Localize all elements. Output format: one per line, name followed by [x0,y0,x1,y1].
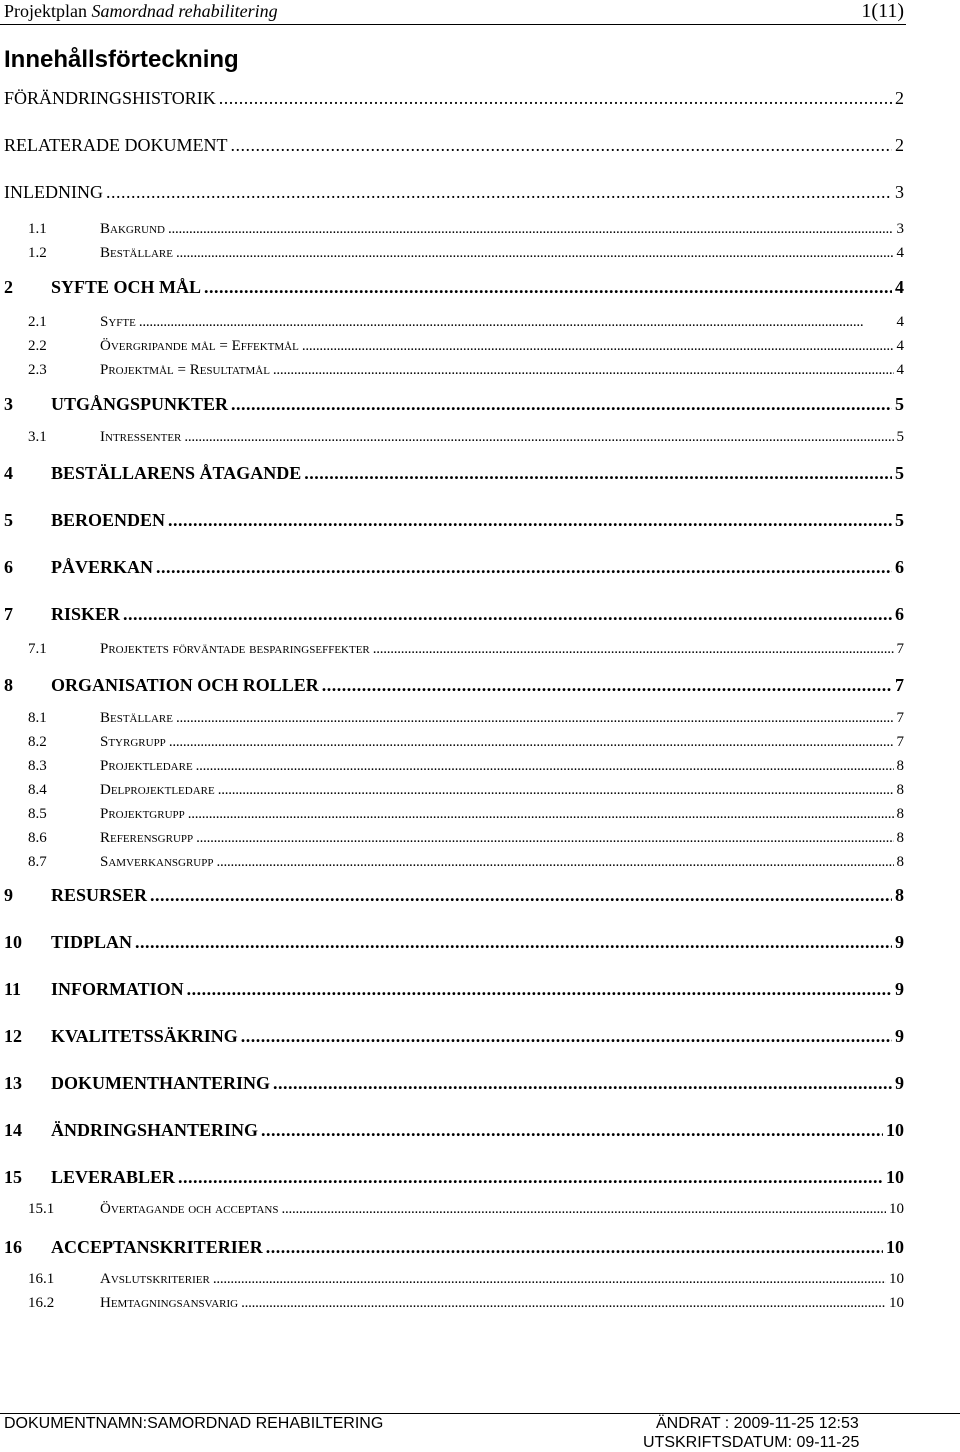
toc-entry-number: 11 [4,979,22,999]
toc-entry[interactable] [4,675,904,697]
toc-entry-title: Intressenter [100,429,182,445]
toc-entry[interactable] [4,806,904,828]
toc-entry-page: 10 [889,1201,904,1217]
toc-entry[interactable] [4,1295,904,1317]
footer-print-date: UTSKRIFTSDATUM: 09-11-25 [643,1434,860,1451]
toc-entry[interactable] [4,885,904,907]
toc-entry[interactable] [4,88,904,110]
toc-entry-page: 9 [895,979,904,999]
toc-entry-page: 5 [895,463,904,483]
toc-entry-number: 8.5 [28,806,47,822]
toc-leader-dots [241,1026,892,1047]
toc-entry-page: 8 [896,854,904,870]
toc-entry[interactable] [4,463,904,485]
toc-entry-title: RESURSER [51,885,148,905]
toc-entry-page: 3 [896,221,904,237]
toc-entry-number: 1.2 [28,245,47,261]
toc-entry-page: 10 [886,1167,904,1187]
toc-leader-dots [373,641,894,658]
toc-entry-page: 8 [896,806,904,822]
toc-entry-number: 2.2 [28,338,47,354]
toc-entry-page: 5 [895,510,904,530]
toc-entry-title: Delprojektledare [100,782,215,798]
toc-entry-title: Övertagande och acceptans [100,1201,279,1217]
toc-entry-number: 12 [4,1026,22,1046]
toc-entry-title: DOKUMENTHANTERING [51,1073,271,1093]
toc-leader-dots [196,758,894,775]
toc-entry-page: 4 [896,338,904,354]
toc-leader-dots [168,510,892,531]
toc-entry-page: 10 [889,1271,904,1287]
toc-entry-number: 13 [4,1073,22,1093]
toc-entry[interactable] [4,932,904,954]
toc-entry-page: 2 [895,88,904,108]
toc-entry-page: 7 [896,734,904,750]
page-header [0,0,906,25]
toc-entry-page: 7 [896,710,904,726]
toc-entry-title: FÖRÄNDRINGSHISTORIK [4,88,216,108]
toc-entry-page: 6 [895,604,904,624]
toc-entry-title: Samverkansgrupp [100,854,214,870]
toc-entry[interactable] [4,362,904,384]
toc-leader-dots [168,221,893,238]
toc-entry-title: Bakgrund [100,221,166,237]
toc-entry-title: LEVERABLER [51,1167,176,1187]
toc-entry[interactable] [4,510,904,532]
toc-entry[interactable] [4,758,904,780]
toc-entry-number: 2.3 [28,362,47,378]
toc-leader-dots [187,979,892,1000]
toc-entry-page: 10 [889,1295,904,1311]
toc-entry-title: BESTÄLLARENS ÅTAGANDE [51,463,302,483]
toc-entry-number: 15.1 [28,1201,55,1217]
toc-entry-number: 1.1 [28,221,47,237]
toc-leader-dots [213,1271,886,1288]
toc-title: Innehållsförteckning [4,46,239,73]
toc-entry-number: 3 [4,394,13,414]
toc-entry-title: Beställare [100,710,173,726]
toc-entry-title: KVALITETSSÄKRING [51,1026,238,1046]
toc-entry-page: 4 [896,245,904,261]
toc-leader-dots [204,277,892,298]
header-italic-title: Samordnad rehabilitering [91,1,278,21]
toc-entry[interactable] [4,710,904,732]
toc-leader-dots [176,245,894,262]
toc-entry[interactable] [4,1201,904,1223]
toc-entry-number: 6 [4,557,13,577]
toc-leader-dots [273,1073,892,1094]
toc-leader-dots [261,1120,883,1141]
toc-entry-number: 5 [4,510,13,530]
toc-leader-dots [302,338,894,355]
toc-entry[interactable] [4,1271,904,1293]
toc-entry-title: ÄNDRINGSHANTERING [51,1120,259,1140]
toc-entry-number: 16.1 [28,1271,55,1287]
toc-entry-title: SYFTE OCH MÅL [51,277,202,297]
toc-leader-dots [106,182,892,203]
toc-entry-title: INLEDNING [4,182,103,202]
toc-entry[interactable] [4,314,904,336]
toc-entry-number: 8 [4,675,13,695]
toc-entry[interactable] [4,245,904,267]
toc-entry-number: 4 [4,463,13,483]
toc-entry-title: Styrgrupp [100,734,166,750]
toc-entry[interactable] [4,338,904,360]
toc-entry-number: 2 [4,277,13,297]
toc-leader-dots [273,362,894,379]
toc-entry[interactable] [4,1120,904,1142]
toc-leader-dots [218,782,894,799]
toc-entry[interactable] [4,979,904,1001]
toc-leader-dots [184,429,893,446]
toc-entry[interactable] [4,1026,904,1048]
toc-entry-number: 8.2 [28,734,47,750]
toc-entry-number: 3.1 [28,429,47,445]
toc-entry[interactable] [4,277,904,299]
toc-entry-page: 3 [895,182,904,202]
toc-leader-dots [150,885,892,906]
toc-entry-number: 8.7 [28,854,47,870]
toc-entry[interactable] [4,221,904,243]
toc-entry-page: 5 [896,429,904,445]
toc-entry-title: Syfte [100,314,136,330]
toc-entry[interactable] [4,429,904,451]
toc-leader-dots [176,710,894,727]
toc-leader-dots [281,1201,886,1218]
toc-entry-number: 14 [4,1120,22,1140]
toc-leader-dots [266,1237,883,1258]
toc-leader-dots [216,854,893,871]
toc-entry-title: Projektets förväntade besparingseffekter [100,641,370,657]
toc-entry-page: 8 [896,830,904,846]
toc-leader-dots [196,830,893,847]
footer-changed-date: ÄNDRAT : 2009-11-25 12:53 [656,1415,859,1432]
toc-entry-number: 10 [4,932,22,952]
toc-entry-page: 8 [896,782,904,798]
toc-entry-page: 8 [896,758,904,774]
toc-entry-page: 4 [896,362,904,378]
toc-entry-title: Projektledare [100,758,193,774]
toc-leader-dots [156,557,892,578]
toc-entry-number: 8.6 [28,830,47,846]
toc-entry-number: 16.2 [28,1295,55,1311]
toc-entry-number: 8.3 [28,758,47,774]
toc-entry-title: TIDPLAN [51,932,133,952]
toc-entry-title: UTGÅNGSPUNKTER [51,394,229,414]
toc-leader-dots [230,135,892,156]
toc-entry-title: RISKER [51,604,121,624]
toc-entry[interactable] [4,182,904,204]
toc-entry-number: 8.4 [28,782,47,798]
toc-entry[interactable] [4,641,904,663]
toc-entry[interactable] [4,1073,904,1095]
toc-entry[interactable] [4,135,904,157]
toc-entry[interactable] [4,1167,904,1189]
toc-entry[interactable] [4,1237,904,1259]
toc-entry[interactable] [4,604,904,626]
toc-entry-title: Referensgrupp [100,830,194,846]
toc-entry-page: 8 [895,885,904,905]
toc-entry-number: 2.1 [28,314,47,330]
toc-entry-page: 10 [886,1237,904,1257]
toc-leader-dots [169,734,894,751]
toc-leader-dots [178,1167,883,1188]
toc-leader-dots [231,394,892,415]
page-indicator: 1(11) [861,0,904,22]
toc-entry-title: Övergripande mål = Effektmål [100,338,299,354]
toc-entry-page: 9 [895,1026,904,1046]
toc-entry-number: 16 [4,1237,22,1257]
toc-entry-title: Projektgrupp [100,806,185,822]
toc-leader-dots [241,1295,886,1312]
toc-entry-number: 7 [4,604,13,624]
toc-entry-number: 15 [4,1167,22,1187]
toc-leader-dots [135,932,892,953]
toc-entry-title: Projektmål = Resultatmål [100,362,270,378]
toc-entry[interactable] [4,557,904,579]
footer-rule [0,1413,960,1414]
toc-entry-page: 7 [896,641,904,657]
toc-entry-page: 7 [895,675,904,695]
toc-entry[interactable] [4,734,904,756]
toc-entry[interactable] [4,830,904,852]
toc-entry-page: 6 [895,557,904,577]
toc-entry[interactable] [4,394,904,416]
toc-entry-page: 2 [895,135,904,155]
toc-entry-page: 5 [895,394,904,414]
toc-leader-dots [188,806,894,823]
footer-document-name: DOKUMENTNAMN:SAMORDNAD REHABILTERING [4,1415,384,1432]
toc-entry-number: 8.1 [28,710,47,726]
toc-entry-page: 4 [895,277,904,297]
toc-entry-page: 4 [896,314,904,330]
header-title [4,1,278,22]
toc-leader-dots [304,463,892,484]
toc-entry-page: 10 [886,1120,904,1140]
toc-entry-number: 7.1 [28,641,47,657]
toc-entry-title: BEROENDEN [51,510,166,530]
toc-entry-number: 9 [4,885,13,905]
toc-leader-dots [219,88,892,109]
toc-entry[interactable] [4,782,904,804]
toc-entry-title: ACCEPTANSKRITERIER [51,1237,263,1257]
toc-leader-dots [139,314,894,331]
toc-entry-title: PÅVERKAN [51,557,153,577]
toc-entry-page: 9 [895,1073,904,1093]
toc-entry-page: 9 [895,932,904,952]
toc-entry-title: Beställare [100,245,173,261]
toc-entry-title: INFORMATION [51,979,184,999]
toc-entry-title: Hemtagningsansvarig [100,1295,239,1311]
header-prefix: Projektplan [4,1,87,21]
toc-leader-dots [322,675,892,696]
toc-entry[interactable] [4,854,904,876]
toc-leader-dots [123,604,892,625]
toc-entry-title: ORGANISATION OCH ROLLER [51,675,319,695]
toc-entry-title: Avslutskriterier [100,1271,210,1287]
toc-entry-title: RELATERADE DOKUMENT [4,135,228,155]
